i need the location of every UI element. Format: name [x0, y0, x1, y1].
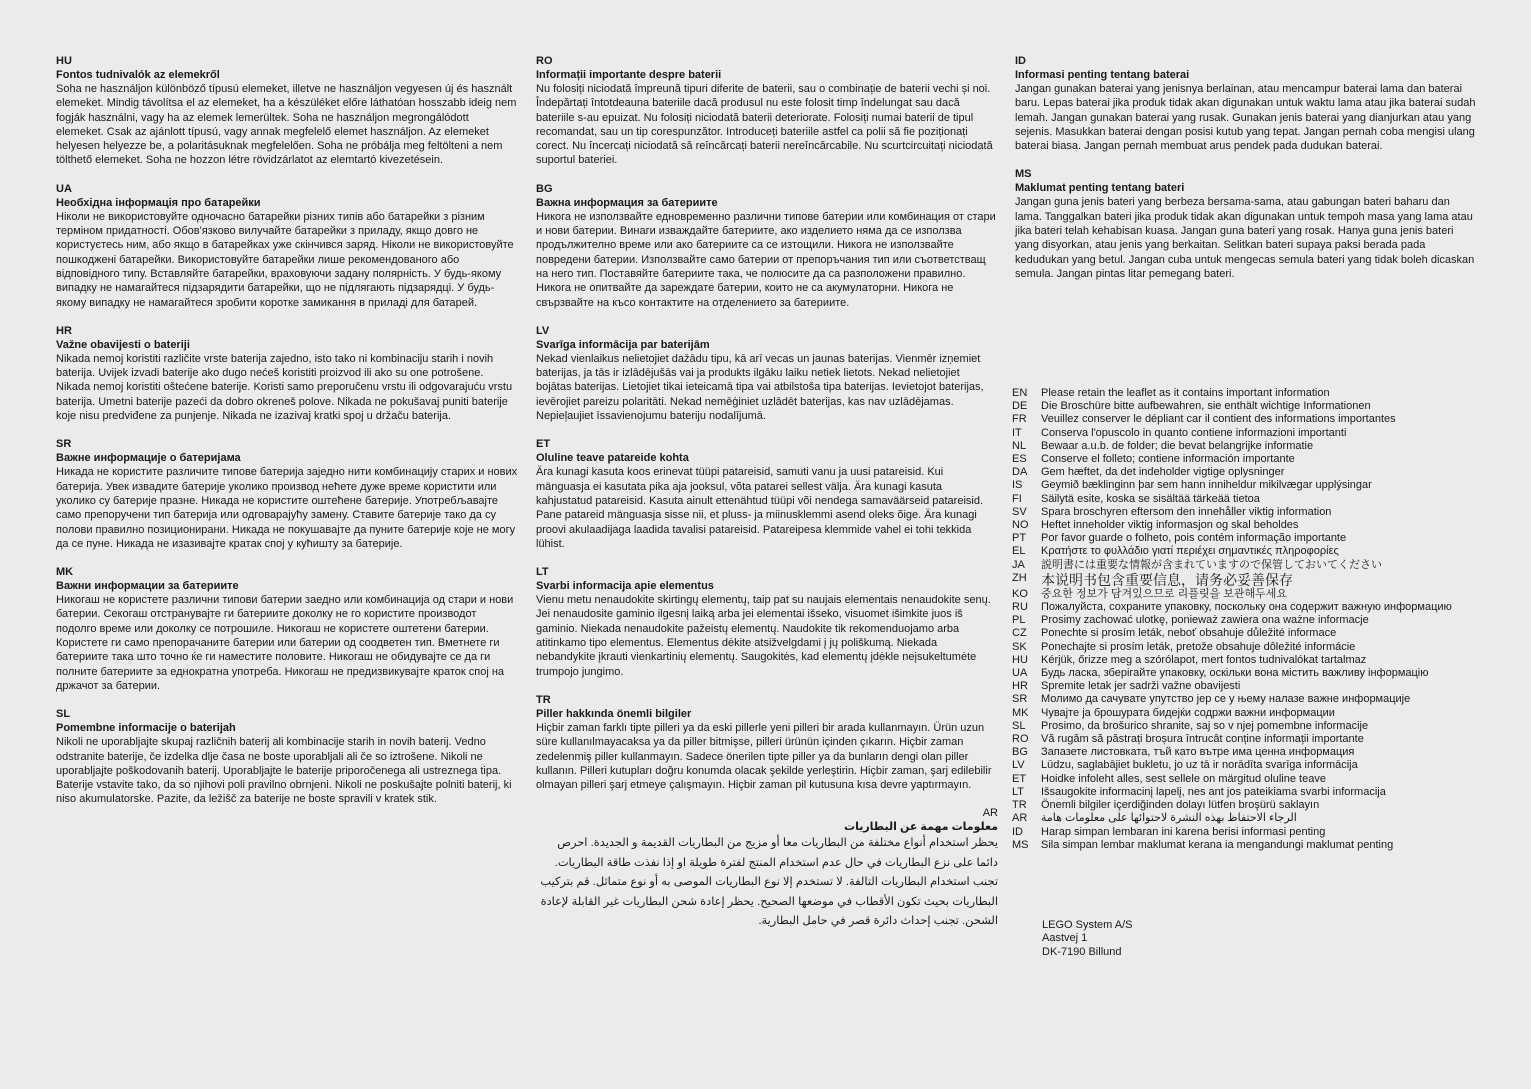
- leaflet-row-is: [1012, 479, 1482, 492]
- section-code: TR: [536, 693, 551, 706]
- leaflet-row-sv: [1012, 506, 1482, 519]
- section-title: Informasi penting tentang baterai: [1015, 69, 1190, 81]
- lang-text: Vă rugăm să păstrați broșura întrucât conține informații importante: [1041, 733, 1364, 746]
- lang-code: ID: [1012, 825, 1023, 838]
- leaflet-row-es: [1012, 453, 1482, 466]
- section-body: Hiçbir zaman farklı tipte pilleri ya da eski pillerle yeni pilleri bir arada kullanmayın. Ürün uzun süre kullanılmayacaksa ya da piller bitmişse, pilleri ürünün içinden çıkarın. Hiçbir zaman zedelenmiş piller kullanmayın. Sadece önerilen tipte piller ya da bunların dengi olan piller kullanın. Pilleri kutupları doğru konumda olacak şekilde yerleştirin. Hiçbir zaman, şarj edilebilir olmayan pilleri şarj etmeye çalışmayın. Hiçbir zaman pil kutusuna kısa devre yaptırmayın.: [536, 721, 992, 792]
- section-title: Важна информация за батериите: [536, 196, 718, 209]
- lang-code: EL: [1012, 545, 1026, 558]
- lang-text: Spara broschyren eftersom den innehåller viktig information: [1041, 505, 1332, 518]
- lang-text: Spremite letak jer sadrži važne obavijesti: [1041, 680, 1241, 693]
- lang-code: PL: [1012, 614, 1026, 627]
- section-title: Важне информације о батеријама: [56, 452, 241, 465]
- leaflet-row-fi: [1012, 493, 1482, 506]
- lang-code: ET: [1012, 772, 1027, 785]
- section-code: AR: [982, 807, 998, 820]
- lang-text: Geymið bæklinginn þar sem hann inniheldur mikilvægar upplýsingar: [1041, 479, 1372, 492]
- leaflet-row-de: [1012, 400, 1482, 413]
- leaflet-row-sr: [1012, 693, 1482, 706]
- lang-code: DA: [1012, 466, 1028, 479]
- right-column: [1015, 54, 1477, 295]
- lang-code: AR: [1012, 812, 1028, 825]
- section-body: Vienu metu nenaudokite skirtingų elementų, taip pat su naujais elementais nenaudokite senų. Jei nenaudosite gaminio ilgesnį laiką arba jei elementai išseko, visuomet išimkite juos iš gaminio. Niekada nenaudokite pažeistų elementų. Naudokite tik rekomenduojamo arba atitinkamo tipo elementus. Elementus dėkite atsižvelgdami į jų poliškumą. Niekada nebandykite įkrauti vienkartinių elementų. Saugokitės, kad elementų įdėkle neįsukeltumėte trumpojo jungimo.: [536, 594, 991, 678]
- leaflet-row-ru: [1012, 601, 1482, 614]
- lang-code: LT: [1012, 785, 1025, 798]
- lang-code: UA: [1012, 667, 1028, 680]
- section-code: MK: [56, 566, 74, 579]
- leaflet-row-da: [1012, 466, 1482, 479]
- section-tr: [536, 693, 998, 792]
- section-title: Piller hakkında önemli bilgiler: [536, 707, 692, 720]
- lang-code: BG: [1012, 746, 1028, 759]
- section-et: [536, 437, 998, 551]
- lang-code: JA: [1012, 558, 1025, 571]
- lang-code: DE: [1012, 400, 1028, 413]
- lang-code: ES: [1012, 453, 1027, 466]
- section-body: يحظر استخدام أنواع مختلفة من البطاريات معا أو مزيج من البطاريات القديمة و الجديدة. احرص دائما على نزع البطاريات في حال عدم استخدام المنتج لفترة طويلة او إذا نفذت طاقة البطاريات. تجنب استخدام البطاريات التالفة. لا تستخدم إلا نوع البطاريات الموصى به أو نوع متماثل. قم بتركيب البطاريات بحيث تكون الأقطاب في موضعها الصحيح. يحظر إعادة شحن البطاريات غير القابلة لإعادة الشحن. تجنب إحداث دائرة قصر في حامل البطارية.: [540, 837, 998, 928]
- lang-code: SK: [1012, 640, 1027, 653]
- lang-code: HR: [1012, 680, 1028, 693]
- lang-text: Heftet inneholder viktig informasjon og skal beholdes: [1041, 519, 1299, 532]
- leaflet-row-ms: [1012, 839, 1482, 852]
- section-code: SR: [56, 438, 72, 451]
- lang-text: 本说明书包含重要信息，请务必妥善保存: [1041, 571, 1293, 588]
- left-column: [56, 54, 518, 821]
- leaflet-row-no: [1012, 519, 1482, 532]
- lang-code: SR: [1012, 693, 1028, 706]
- lang-text: Ponechte si prosím leták, neboť obsahuje důležité informace: [1041, 627, 1337, 640]
- section-title: Важни информации за батериите: [56, 580, 239, 593]
- lang-code: PT: [1012, 532, 1027, 545]
- section-ua: [56, 182, 518, 310]
- leaflet-row-hu: [1012, 654, 1482, 667]
- section-body: Никогаш не користете различни типови батерии заедно или комбинација од стари и нови батерии. Секогаш отстранувајте ги батериите доколку не го користите производот подолго време или доколку се потрошиле. Никогаш не користете оштетени батерии. Користете ги само препорачаните батерии или батерии од соодветен тип. Вметнете ги батериите така што точно ќе ги наместите половите. Никогаш не обидувајте се да ги полните батериите за еднократна употреба. Никогаш не предизвикувајте краток спој на држачот за батерии.: [56, 594, 514, 692]
- section-mk: [56, 565, 518, 693]
- lang-text: الرجاء الاحتفاظ بهذه النشرة لاحتوائها على معلومات هامة: [1041, 812, 1297, 825]
- lang-code: FI: [1012, 492, 1022, 505]
- section-code: MS: [1015, 168, 1032, 181]
- lang-text: 説明書には重要な情報が含まれていますので保管しておいてください: [1041, 558, 1382, 571]
- lang-text: Veuillez conserver le dépliant car il contient des informations importantes: [1041, 413, 1396, 426]
- lang-text: Sila simpan lembar maklumat kerana ia mengandungi maklumat penting: [1041, 838, 1394, 851]
- leaflet-row-hr: [1012, 680, 1482, 693]
- section-code: LT: [536, 566, 549, 579]
- lang-code: ZH: [1012, 571, 1027, 584]
- company-city: DK-7190 Billund: [1042, 945, 1122, 958]
- section-title: Maklumat penting tentang bateri: [1015, 182, 1185, 195]
- lang-code: TR: [1012, 799, 1027, 812]
- section-title: معلومات مهمة عن البطاريات: [844, 821, 998, 834]
- section-code: HU: [56, 55, 72, 67]
- lang-code: SL: [1012, 719, 1026, 732]
- lang-text: Κρατήστε το φυλλάδιο γιατί περιέχει σημαντικές πληροφορίες: [1041, 545, 1339, 558]
- section-body: Nekad vienlaikus nelietojiet dažādu tipu, kā arī vecas un jaunas baterijas. Vienmēr izņemiet baterijas, ja tās ir izlādējušās vai ja produkts ilgāku laiku netiek lietots. Nekad nelietojiet bojātas baterijas. Lietojiet tikai ieteicamā tipa vai atbilstoša tipa baterijas. Ievietojot baterijas, ievērojiet pareizu polaritāti. Nekad nemēģiniet uzlādēt baterijas, kas nav uzlādējamas. Nepieļaujiet īssavienojumu bateriju nodalījumā.: [536, 352, 984, 423]
- section-hr: [56, 324, 518, 423]
- section-code: SL: [56, 708, 71, 721]
- section-body: Никога не използвайте едновременно различни типове батерии или комбинация от стари и нови батерии. Винаги изваждайте батериите, ако изделието няма да се използва продължително време или ако батериите са се изтощили. Никога не използвайте повредени батерии. Използвайте само батерии от препоръчания тип или съответстващ на него тип. Поставяйте батериите така, че полюсите да са разположени правилно. Никога не опитвайте да зареждате батерии, които не са акумулаторни. Никога не свързвайте на късо контактите на отделението за батериите.: [536, 210, 996, 309]
- section-lt: [536, 565, 998, 679]
- leaflet-row-mk: [1012, 707, 1482, 720]
- lang-text: Чувајте ја брошурата бидејќи содржи важни информации: [1041, 706, 1335, 719]
- section-ro: [536, 54, 998, 168]
- leaflet-row-ko: [1012, 588, 1482, 601]
- leaflet-row-sk: [1012, 641, 1482, 654]
- section-code: BG: [536, 182, 553, 195]
- section-lv: [536, 324, 998, 423]
- lang-text: Please retain the leaflet as it contains important information: [1041, 387, 1330, 399]
- lang-code: HU: [1012, 653, 1028, 666]
- lang-code: CZ: [1012, 627, 1027, 640]
- lang-text: Bewaar a.u.b. de folder; die bevat belangrijke informatie: [1041, 439, 1314, 452]
- leaflet-row-nl: [1012, 440, 1482, 453]
- company-address: [1042, 919, 1132, 959]
- lang-code: MK: [1012, 706, 1029, 719]
- section-body: Ära kunagi kasuta koos erinevat tüüpi patareisid, samuti vanu ja uusi patareisid. Kui mänguasja ei kasutata pika aja jooksul, võta patarei sellest välja. Ära kunagi kasuta kahjustatud patareisid. Kasuta ainult ettenähtud tüüpi või nendega samaväärseid patareisid. Pane patareid mänguasja sisse nii, et pluss- ja miinusklemmi asend oleks õige. Ära kunagi proovi akulaadijaga laadida tavalisi patareisid. Patareipesa klemmide vahel ei tohi tekkida lühist.: [536, 466, 984, 550]
- section-code: HR: [56, 324, 72, 337]
- leaflet-row-bg: [1012, 746, 1482, 759]
- leaflet-row-ar: [1012, 812, 1482, 825]
- leaflet-row-cz: [1012, 627, 1482, 640]
- section-body: Никада не користите различите типове батерија заједно нити комбинацију старих и нових батерија. Увек извадите батерије уколико производ нећете дуже време користити или уколико су батерије празне. Никада не користите оштећене батерије. Употребљавајте само препоручени тип батерија или одговарајућу замену. Ставите батерије тако да су полови правилно позиционирани. Никада не покушавајте да пуните батерије које не могу да се пуне. Никада не изазивајте кратак спој у кућишту за батерије.: [56, 466, 518, 550]
- section-title: Važne obavijesti o baterijі: [56, 338, 190, 351]
- lang-text: Kérjük, őrizze meg a szórólapot, mert fontos tudnivalókat tartalmaz: [1041, 653, 1367, 666]
- section-hu: [56, 54, 518, 168]
- leaflet-row-lv: [1012, 759, 1482, 772]
- section-sr: [56, 437, 518, 551]
- section-title: Informații importante despre baterii: [536, 69, 722, 81]
- lang-code: MS: [1012, 838, 1029, 851]
- section-body: Nu folosiți niciodată împreună tipuri diferite de baterii, sau o combinație de baterii vechi și noi. Îndepărtați întotdeauna bateriile dacă produsul nu este folosit timp îndelungat sau dacă bateriile s-au epuizat. Nu folosiți niciodată baterii deteriorate. Folosiți numai baterii de tipul recomandat, sau un tip corespunzător. Introduceți bateriile astfel ca polii să fie poziționați corect. Nu încercați niciodată să reîncărcați baterii nereîncărcabile. Nu scurtcircuitați niciodată suportul bateriei.: [536, 83, 993, 167]
- section-code: LV: [536, 324, 550, 337]
- company-street: Aastvej 1: [1042, 932, 1088, 945]
- section-code: ID: [1015, 55, 1026, 67]
- lang-text: Будь ласка, зберігайте упаковку, оскільки вона містить важливу інформацію: [1041, 667, 1429, 680]
- leaflet-row-pl: [1012, 614, 1482, 627]
- lang-text: Conserva l'opuscolo in quanto contiene informazioni importanti: [1041, 426, 1347, 439]
- lang-text: Išsaugokite informacinį lapelį, nes ant jos pateikiama svarbi informacija: [1041, 785, 1386, 798]
- lang-text: Молимо да сачувате упутство јер се у њему налазе важне информације: [1041, 693, 1411, 706]
- lang-text: Conserve el folleto; contiene información importante: [1041, 453, 1295, 466]
- section-title: Fontos tudnivalók az elemekről: [56, 69, 220, 81]
- section-code: UA: [56, 182, 72, 195]
- lang-text: Por favor guarde o folheto, pois contém informação importante: [1041, 532, 1347, 545]
- lang-text: Harap simpan lembaran ini karena berisi informasi penting: [1041, 825, 1326, 838]
- lang-text: Lūdzu, saglabājiet bukletu, jo uz tā ir norādīta svarīga informācija: [1041, 759, 1358, 772]
- section-title: Pomembne informacije o baterijah: [56, 722, 236, 735]
- lang-text: Hoidke infoleht alles, sest sellele on märgitud oluline teave: [1041, 772, 1326, 785]
- section-title: Svarīga informācija par baterijām: [536, 338, 710, 351]
- lang-text: Die Broschüre bitte aufbewahren, sie enthält wichtige Informationen: [1041, 400, 1371, 413]
- section-title: Необхідна інформація про батарейки: [56, 196, 261, 209]
- lang-code: FR: [1012, 413, 1027, 426]
- leaflet-row-lt: [1012, 786, 1482, 799]
- leaflet-row-ro: [1012, 733, 1482, 746]
- section-body: Jangan gunakan baterai yang jenisnya berlainan, atau mencampur baterai lama dan baterai baru. Lepas baterai jika produk tidak akan digunakan untuk waktu lama atau jika baterai sudah lemah. Jangan gunakan baterai yang rusak. Gunakan jenis baterai yang dianjurkan atau yang sejenis. Masukkan baterai dengan posisi kutub yang tepat. Jangan pernah coba mengisi ulang baterai biasa. Jangan pernah membuat arus pendek pada dudukan baterai.: [1015, 83, 1476, 153]
- leaflet-row-ua: [1012, 667, 1482, 680]
- leaflet-row-fr: [1012, 413, 1482, 426]
- leaflet-row-tr: [1012, 799, 1482, 812]
- lang-text: Gem hæftet, da det indeholder vigtige oplysninger: [1041, 466, 1285, 479]
- section-body: Ніколи не використовуйте одночасно батарейки різних типів або батарейки з різним терміном придатності. Обов'язково вилучайте батарейки з приладу, якщо довго не користуєтесь ним, або якщо в батарейках уже скінчився заряд. Ніколи не використовуйте пошкоджені батарейки. Використовуйте батарейки лише рекомендованого або відповідного типу. Вставляйте батарейки, враховуючи задану полярність. У будь-якому випадку не намагайтеся підзарядити батарейки, що не підлягають підзарядці. У будь-якому випадку не намагайтеся зробити коротке замикання в приладі для батарей.: [56, 210, 514, 309]
- section-body: Nikada nemoj koristiti različite vrste baterija zajedno, isto tako ni kombinaciju starih i novih baterija. Uvijek izvadi baterije ako dugo nećeš koristiti proizvod ili ako su one potrošene. Nikada nemoj koristiti oštećene baterije. Koristi samo preporučenu vrstu ili odgovarajuću vrstu baterija. Umetni baterije pazeći da dobro okreneš polove. Nikada ne pokušavaj puniti baterije koje nisu predviđene za punjenje. Nikada ne izazivaj kratki spoj u držaču baterija.: [56, 352, 513, 423]
- section-ms: [1015, 167, 1477, 281]
- section-title: Svarbi informacija apie elementus: [536, 580, 714, 593]
- leaflet-row-id: [1012, 826, 1482, 839]
- section-body: Jangan guna jenis bateri yang berbeza bersama-sama, atau gabungan bateri baharu dan lama. Tanggalkan bateri jika produk tidak akan digunakan untuk tempoh masa yang lama atau jika bateri telah kehabisan kuasa. Jangan guna bateri yang rosak. Hanya guna jenis bateri yang disyorkan, atau jenis yang berkaitan. Selitkan bateri supaya paksi berada pada kedudukan yang betul. Jangan cuba untuk mengecas semula bateri yang tidak boleh dicaskan semula. Jangan pintas litar pemegang bateri.: [1015, 196, 1475, 280]
- lang-text: Ponechajte si prosím leták, pretože obsahuje dôležité informácie: [1041, 640, 1356, 653]
- lang-text: Önemli bilgiler içerdiğinden dolayı lütfen broşürü saklayın: [1041, 799, 1320, 812]
- leaflet-row-sl: [1012, 720, 1482, 733]
- lang-code: NL: [1012, 439, 1027, 452]
- leaflet-row-ja: [1012, 559, 1482, 572]
- leaflet-row-en: [1012, 387, 1482, 400]
- section-title: Oluline teave patareide kohta: [536, 452, 689, 465]
- lang-code: KO: [1012, 587, 1028, 600]
- lang-text: Запазете листовката, тъй като вътре има ценна информация: [1041, 746, 1355, 759]
- middle-column-sections: [536, 54, 998, 792]
- company-name: LEGO System A/S: [1042, 919, 1133, 931]
- lang-text: Prosimo, da brošurico shranite, saj so v njej pomembne informacije: [1041, 719, 1369, 732]
- section-bg: [536, 182, 998, 310]
- middle-column: [536, 54, 998, 946]
- lang-text: Prosimy zachować ulotkę, ponieważ zawiera ona ważne informacje: [1041, 614, 1369, 627]
- section-id: [1015, 54, 1477, 153]
- retain-leaflet-list: [1012, 387, 1482, 852]
- lang-code: IT: [1012, 426, 1022, 439]
- lang-code: NO: [1012, 519, 1029, 532]
- lang-text: Säilytä esite, koska se sisältää tärkeää tietoa: [1041, 492, 1260, 505]
- lang-code: IS: [1012, 479, 1023, 492]
- leaflet-row-pt: [1012, 532, 1482, 545]
- lang-code: EN: [1012, 387, 1028, 399]
- leaflet-row-el: [1012, 545, 1482, 558]
- lang-text: Пожалуйста, сохраните упаковку, поскольку она содержит важную информацию: [1041, 601, 1452, 614]
- section-code: ET: [536, 438, 551, 451]
- lang-code: RO: [1012, 733, 1029, 746]
- section-sl: [56, 707, 518, 806]
- section-ar: [536, 806, 998, 932]
- lang-code: LV: [1012, 759, 1025, 772]
- section-body: Soha ne használjon különböző típusú elemeket, illetve ne használjon vegyesen új és használt elemeket. Mindig távolítsa el az elemeket, ha a készüléket előre láthatóan hosszabb ideig nem fogják használni, vagy ha az elemek lemerültek. Soha ne használjon megrongálódott elemeket. Csak az ajánlott típusú, vagy annak megfelelő elemet használjon. Az elemeket helyesen helyezze be, a polaritásuknak megfelelően. Soha ne próbálja meg feltölteni a nem tölthető elemeket. Soha ne hozzon létre rövidzárlatot az elemtartó kivezetésein.: [56, 83, 517, 167]
- leaflet-row-it: [1012, 427, 1482, 440]
- lang-text: 중요한 정보가 담겨있으므로 리플릿을 보관해두세요: [1041, 587, 1287, 600]
- leaflet-row-et: [1012, 773, 1482, 786]
- section-code: RO: [536, 55, 553, 67]
- section-body: Nikoli ne uporabljajte skupaj različnih baterij ali kombinacije starih in novih baterij. Vedno odstranite baterije, če izdelka dlje časa ne boste uporabljali ali če so iztrošene. Nikoli ne uporabljajte poškodovanih baterij. Uporabljajte le baterije priporočenega ali ustreznega tipa. Baterije vstavite tako, da so njihovi poli pravilno obrnjeni. Nikoli ne poskušajte polniti baterij, ki niso akumulatorske. Pazite, da ležišč za baterije ne boste spravili v kratek stik.: [56, 736, 512, 806]
- lang-code: SV: [1012, 505, 1027, 518]
- leaflet-row-zh: [1012, 572, 1482, 588]
- lang-code: RU: [1012, 601, 1028, 614]
